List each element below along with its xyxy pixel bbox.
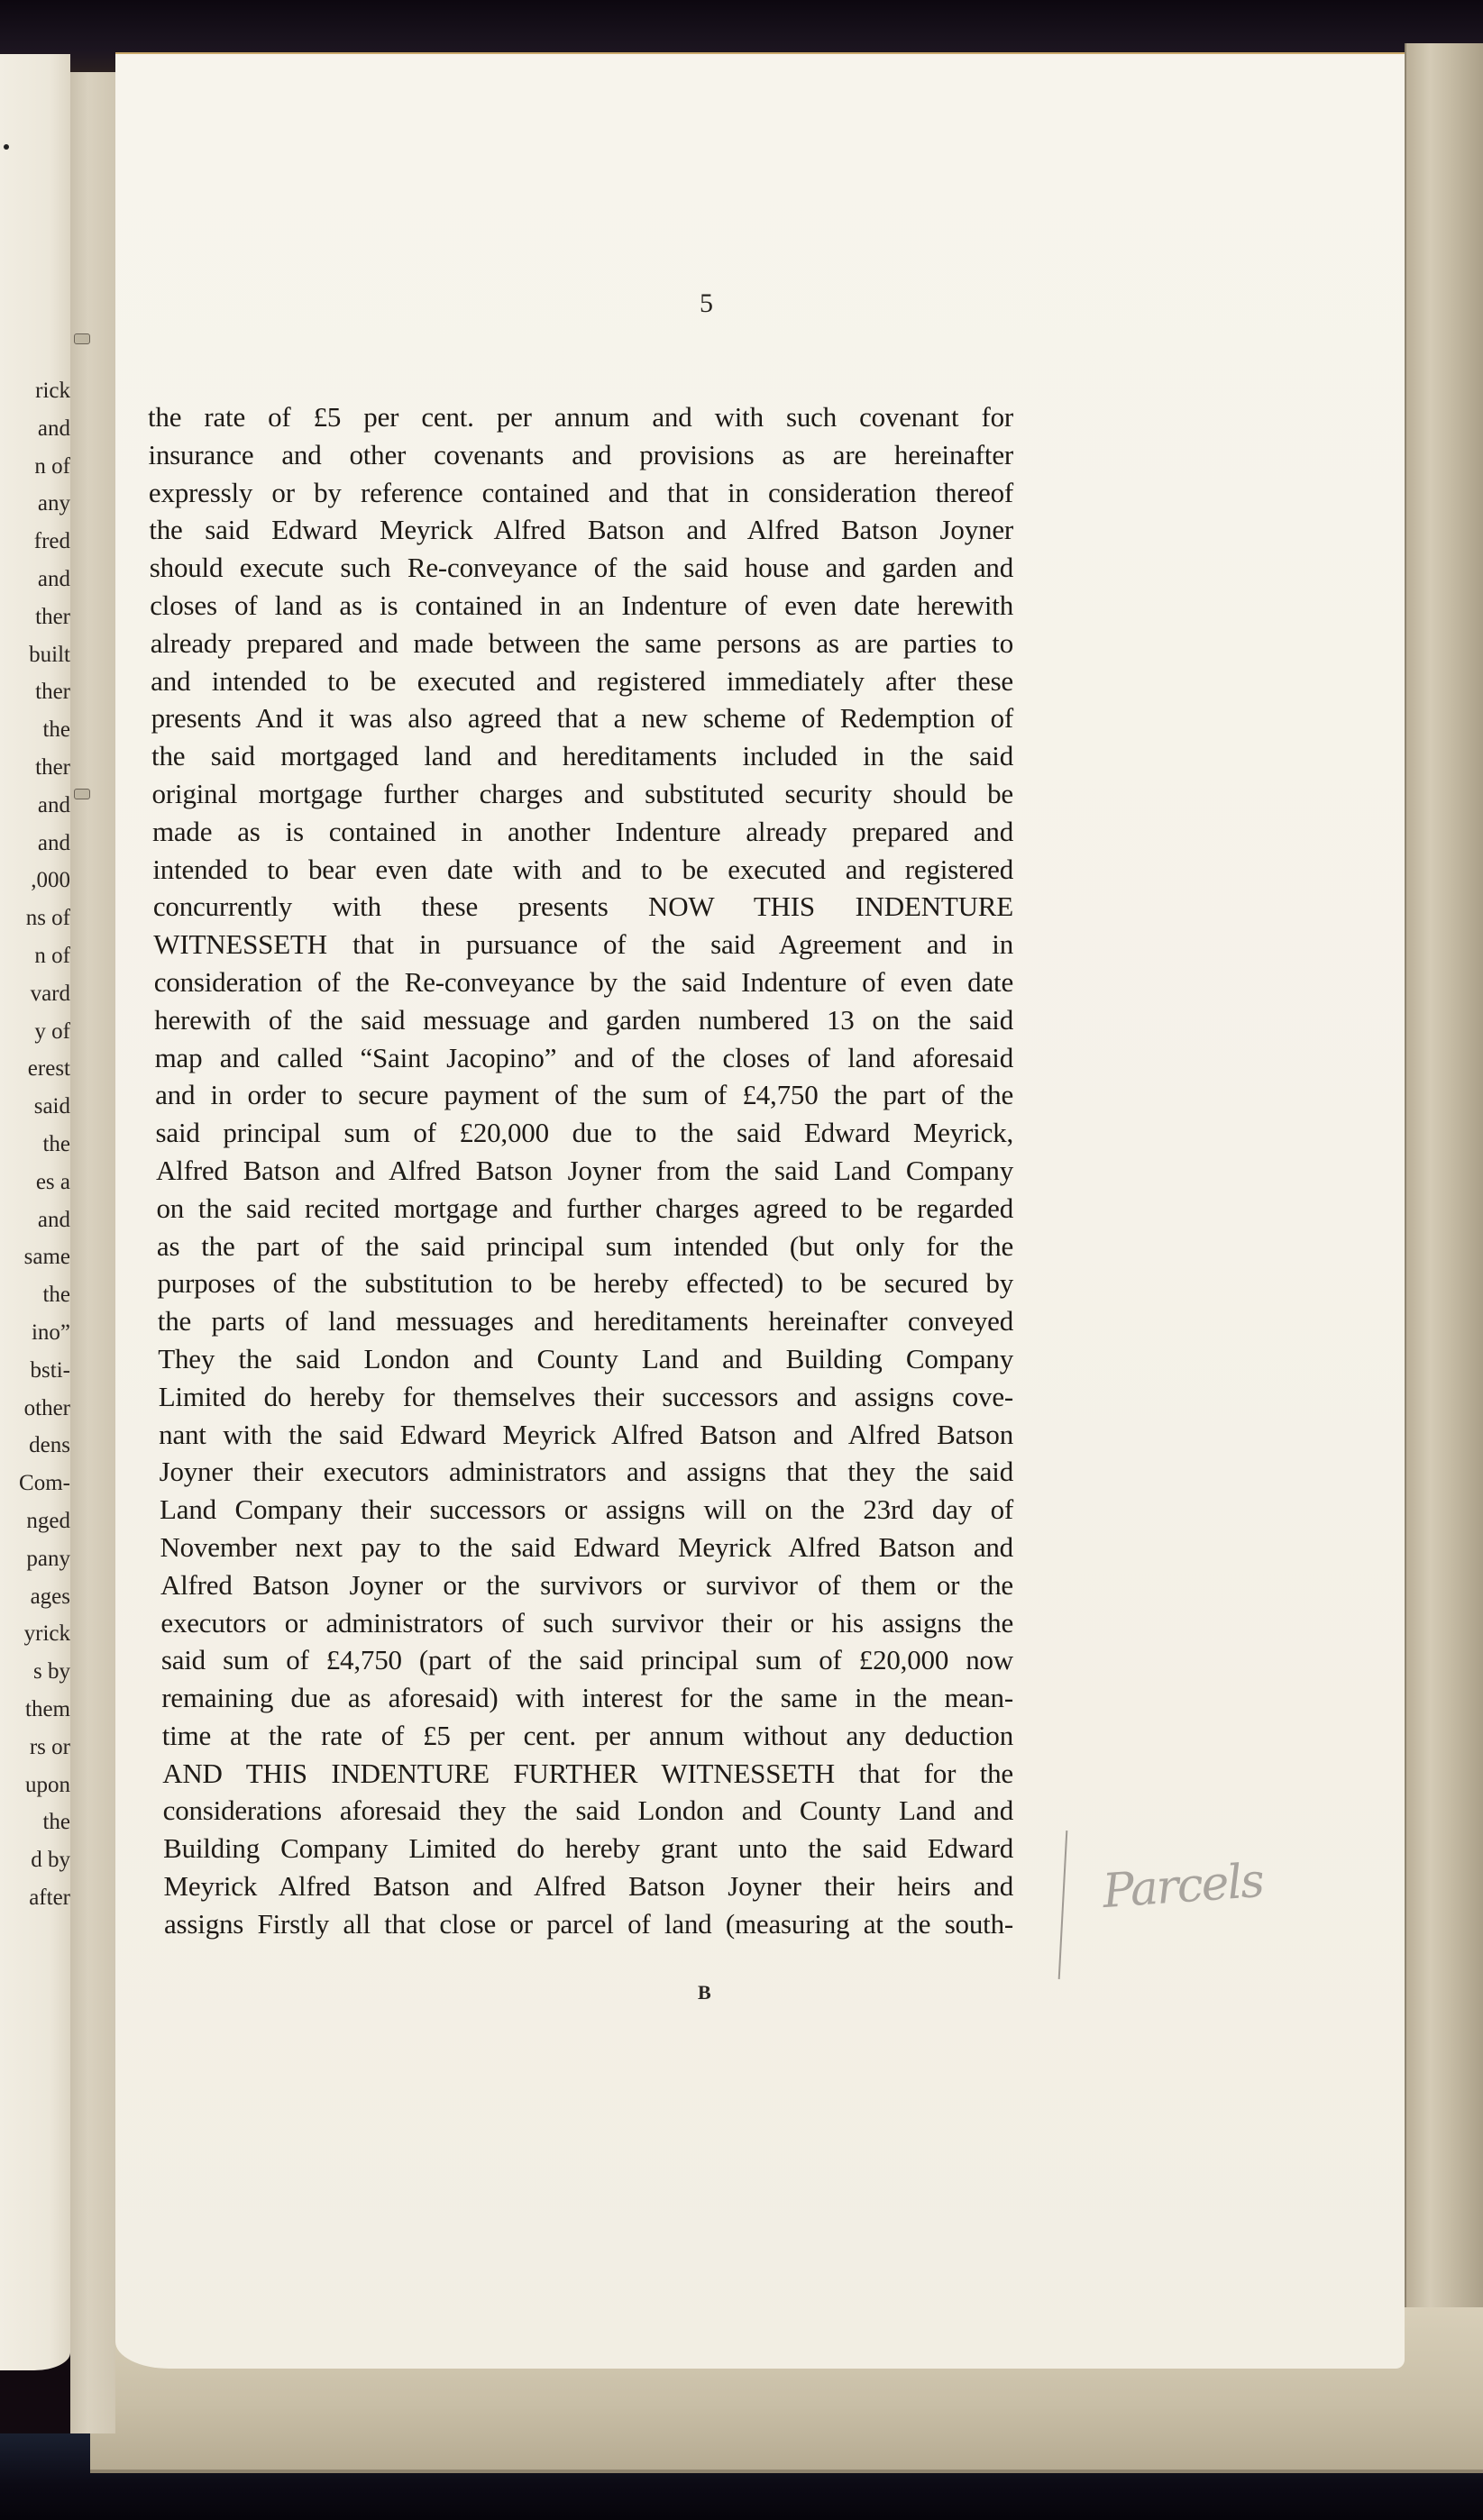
previous-page — [0, 54, 70, 2370]
text-line: insurance and other covenants and provisions as are hereinafter — [148, 438, 1013, 470]
book-gutter — [70, 72, 115, 2433]
previous-page-line-fragment: ther — [35, 680, 70, 705]
text-line: Limited do hereby for themselves their successors and assigns cove- — [158, 1380, 1013, 1412]
previous-page-line-fragment: yrick — [23, 1621, 70, 1647]
text-line: consideration of the Re-conveyance by the said Indenture of even date — [153, 965, 1013, 998]
previous-page-line-fragment: nged — [26, 1509, 70, 1533]
text-line: Building Company Limited do hereby grant unto the said Edward — [163, 1832, 1013, 1865]
previous-page-line-fragment: said — [33, 1094, 70, 1119]
previous-page-line-fragment: dens — [29, 1433, 70, 1458]
text-line: Meyrick Alfred Batson and Alfred Batson Joyner their heirs and — [163, 1870, 1013, 1903]
text-line: the rate of £5 per cent. per annum and with such covenant for — [148, 401, 1013, 433]
previous-page-line-fragment: built — [29, 642, 70, 667]
page-block-right-edge — [1405, 43, 1483, 2351]
previous-page-line-fragment: the — [42, 1132, 70, 1156]
page-number: 5 — [700, 288, 713, 318]
previous-page-line-fragment: erest — [27, 1056, 70, 1082]
pencil-bracket — [1058, 1831, 1068, 1979]
handwritten-note: Parcels — [1101, 1853, 1265, 1920]
previous-page-line-fragment: other — [23, 1395, 70, 1420]
binding-stitch — [74, 789, 90, 799]
text-line: concurrently with these presents NOW THIS INDENTURE — [152, 890, 1013, 923]
text-line: as the part of the said principal sum intended (but only for the — [156, 1229, 1013, 1262]
previous-page-line-fragment: rs or — [29, 1734, 70, 1759]
previous-page-line-fragment: and — [37, 567, 70, 591]
text-line: Land Company their successors or assigns will on the 23rd day of — [160, 1493, 1013, 1526]
previous-page-line-fragment: any — [37, 491, 70, 516]
text-line: presents And it was also agreed that a new scheme of Redemption of — [151, 702, 1013, 735]
previous-page-line-fragment: ,000 — [31, 868, 70, 893]
previous-page-line-fragment: and — [37, 792, 70, 817]
previous-page-line-fragment: bsti- — [30, 1357, 70, 1383]
previous-page-line-fragment: pany — [26, 1546, 70, 1571]
previous-page-line-fragment: ages — [30, 1584, 70, 1609]
previous-page-line-fragment: Com- — [19, 1471, 70, 1496]
previous-page-line-fragment: ther — [35, 755, 70, 780]
previous-page-line-fragment: ther — [35, 604, 70, 629]
previous-page-line-fragment: and — [37, 1207, 70, 1232]
previous-page-line-fragment: s by — [33, 1659, 70, 1685]
text-line: the said mortgaged land and hereditaments included in the said — [151, 740, 1013, 772]
text-line: closes of land as is contained in an Indenture of even date herewith — [150, 589, 1013, 621]
text-line: remaining due as aforesaid) with interest for the same in the mean- — [161, 1682, 1013, 1714]
text-line: WITNESSETH that in pursuance of the said Agreement and in — [153, 928, 1013, 961]
previous-page-line-fragment: rick — [35, 379, 70, 403]
previous-page-line-fragment: es a — [35, 1169, 70, 1194]
ink-dot — [4, 144, 9, 150]
indenture-body-text — [148, 398, 1013, 1943]
text-line: herewith of the said messuage and garden numbered 13 on the said — [154, 1003, 1013, 1036]
text-line: expressly or by reference contained and that in consideration thereof — [148, 476, 1013, 508]
text-line: purposes of the substitution to be hereby effected) to be secured by — [157, 1267, 1013, 1300]
previous-page-line-fragment: the — [42, 1810, 70, 1835]
text-line: map and called “Saint Jacopino” and of the closes of land aforesaid — [154, 1041, 1013, 1073]
previous-page-line-fragment: ino” — [31, 1320, 70, 1345]
text-line: on the said recited mortgage and further charges agreed to be regarded — [156, 1192, 1013, 1224]
text-line: assigns Firstly all that close or parcel of land (measuring at the south- — [164, 1907, 1013, 1940]
previous-page-line-fragment: and — [37, 415, 70, 441]
previous-page-line-fragment: fred — [33, 529, 70, 554]
text-line: AND THIS INDENTURE FURTHER WITNESSETH that for the — [162, 1757, 1013, 1789]
text-line: said sum of £4,750 (part of the said principal sum of £20,000 now — [160, 1644, 1013, 1676]
text-line: and in order to secure payment of the sum of £4,750 the part of the — [155, 1079, 1013, 1111]
text-line: and intended to be executed and registered immediately after these — [151, 664, 1013, 697]
previous-page-line-fragment: them — [25, 1697, 70, 1721]
document-page — [115, 52, 1405, 2369]
text-line: November next pay to the said Edward Meyrick Alfred Batson and — [160, 1530, 1013, 1563]
signature-mark: B — [698, 1981, 711, 2004]
previous-page-line-fragment: d by — [31, 1848, 70, 1873]
text-line: should execute such Re-conveyance of the said house and garden and — [149, 552, 1013, 584]
previous-page-line-fragment: y of — [34, 1018, 70, 1044]
text-line: already prepared and made between the same persons as are parties to — [150, 626, 1013, 659]
text-line: original mortgage further charges and substituted security should be — [151, 777, 1013, 809]
previous-page-line-fragment: after — [29, 1885, 70, 1910]
text-line: Joyner their executors administrators and assigns that they the said — [159, 1456, 1013, 1488]
text-line: intended to bear even date with and to be executed and registered — [152, 853, 1013, 885]
text-line: made as is contained in another Indenture already prepared and — [151, 815, 1013, 847]
binding-stitch — [74, 333, 90, 344]
text-line: executors or administrators of such survivor their or his assigns the — [160, 1606, 1013, 1639]
previous-page-line-fragment: the — [42, 717, 70, 743]
text-line: the parts of land messuages and hereditaments hereinafter conveyed — [157, 1305, 1013, 1338]
previous-page-line-fragment: n of — [34, 944, 70, 968]
text-line: considerations aforesaid they the said London and County Land and — [162, 1794, 1013, 1827]
previous-page-line-fragment: vard — [30, 981, 70, 1006]
previous-page-line-fragment: n of — [34, 453, 70, 479]
text-line: They the said London and County Land and Building Company — [158, 1342, 1013, 1374]
text-line: said principal sum of £20,000 due to the said Edward Meyrick, — [155, 1117, 1013, 1149]
previous-page-line-fragment: upon — [25, 1772, 70, 1797]
text-line: Alfred Batson Joyner or the survivors or survivor of them or the — [160, 1568, 1013, 1601]
previous-page-line-fragment: and — [37, 830, 70, 855]
previous-page-line-fragment: the — [42, 1283, 70, 1308]
text-line: time at the rate of £5 per cent. per annum without any deduction — [161, 1719, 1013, 1751]
text-line: nant with the said Edward Meyrick Alfred Batson and Alfred Batson — [159, 1418, 1013, 1450]
text-line: Alfred Batson and Alfred Batson Joyner from the said Land Company — [156, 1154, 1013, 1186]
margin-annotation — [1053, 1805, 1269, 1986]
text-line: the said Edward Meyrick Alfred Batson and Alfred Batson Joyner — [149, 514, 1013, 546]
previous-page-line-fragment: same — [23, 1245, 70, 1270]
previous-page-line-fragment: ns of — [25, 906, 70, 931]
